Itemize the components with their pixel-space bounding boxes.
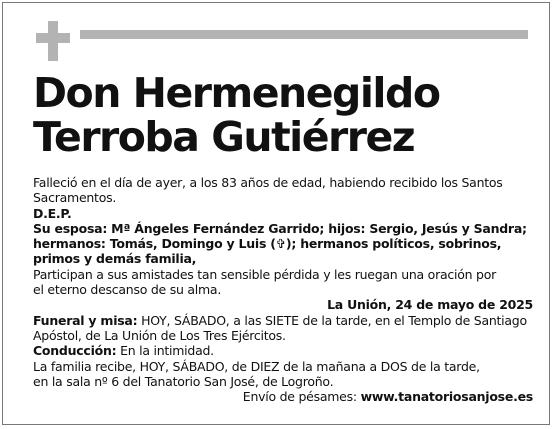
pesames-line bbox=[33, 389, 533, 404]
deceased-name bbox=[33, 71, 440, 159]
participan-line-1: Participan a sus amistades tan sensible pérdida y les ruegan una oración por bbox=[33, 266, 496, 282]
funeral-line-2: Apóstol, de La Unión de Los Tres Ejércitos. bbox=[33, 327, 286, 343]
intro-line-2: Sacramentos. bbox=[33, 190, 117, 206]
conduccion-line bbox=[33, 343, 533, 358]
place-date: La Unión, 24 de mayo de 2025 bbox=[327, 297, 533, 313]
pesames-link[interactable]: www.tanatoriosanjose.es bbox=[360, 389, 533, 405]
funeral-text: HOY, SÁBADO, a las SIETE de la tarde, en el Templo de Santiago bbox=[137, 312, 527, 328]
participan-line-2: el eterno descanso de su alma. bbox=[33, 282, 222, 298]
name-line-1: Don Hermenegildo bbox=[33, 69, 440, 117]
obituary-notice bbox=[2, 2, 550, 425]
family-line-1: Su esposa: Mª Ángeles Fernández Garrido; hijos: Sergio, Jesús y Sandra; bbox=[33, 220, 527, 236]
funeral-line-1 bbox=[33, 313, 533, 328]
conduccion-text: En la intimidad. bbox=[116, 343, 214, 359]
intro-line-1: Falleció en el día de ayer, a los 83 años de edad, habiendo recibido los Santos bbox=[33, 175, 503, 190]
familia-line-2: en la sala nº 6 del Tanatorio San José, de Logroño. bbox=[33, 373, 334, 389]
conduccion-label: Conducción: bbox=[33, 343, 117, 359]
funeral-label: Funeral y misa: bbox=[33, 312, 138, 328]
familia-line-1: La familia recibe, HOY, SÁBADO, de DIEZ de la mañana a DOS de la tarde, bbox=[33, 358, 480, 374]
name-line-2: Terroba Gutiérrez bbox=[33, 113, 415, 161]
notice-body bbox=[33, 175, 533, 404]
pesames-label: Envío de pésames: bbox=[242, 389, 361, 405]
header-rule bbox=[80, 30, 528, 39]
family-line-2: hermanos: Tomás, Domingo y Luis (✞); hermanos políticos, sobrinos, bbox=[33, 236, 502, 252]
dep-line: D.E.P. bbox=[33, 205, 72, 221]
family-line-3: primos y demás familia, bbox=[33, 251, 197, 267]
cross-icon bbox=[36, 21, 70, 61]
